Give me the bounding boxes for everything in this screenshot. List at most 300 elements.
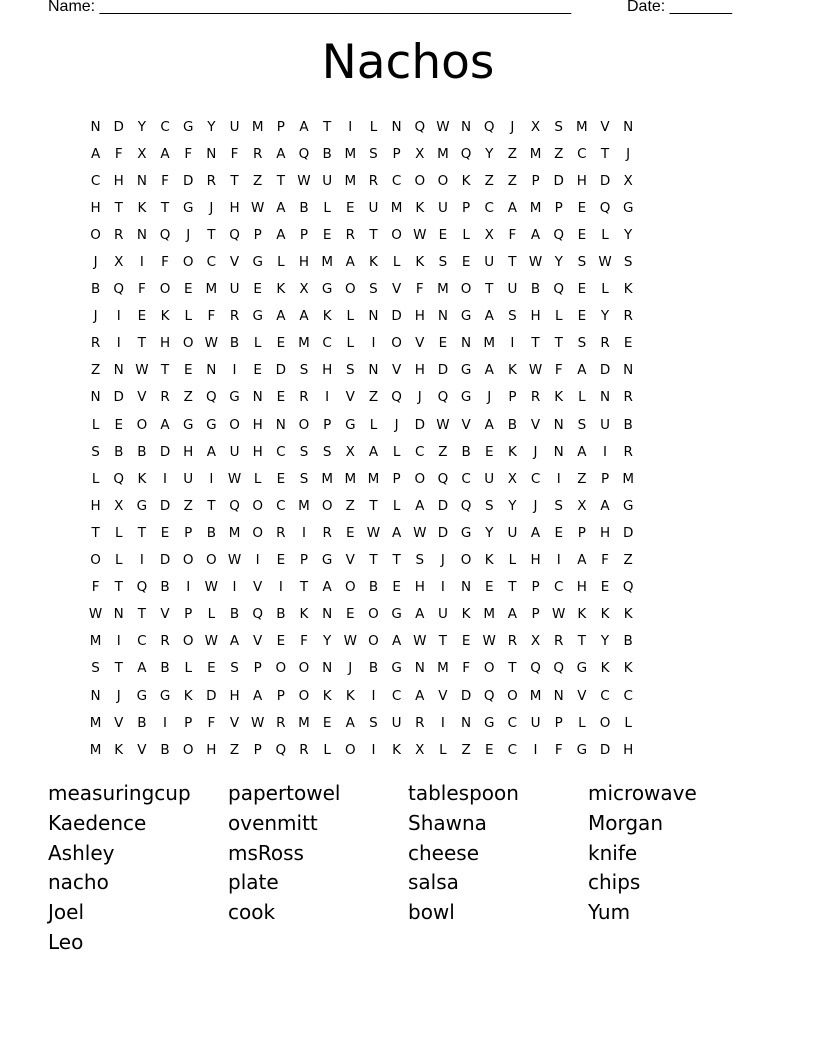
grid-letter: W	[436, 416, 450, 433]
grid-letter: O	[182, 633, 194, 650]
grid-letter: C	[90, 172, 101, 189]
grid-letter: R	[90, 335, 101, 352]
grid-letter: G	[391, 606, 402, 623]
grid-letter: N	[623, 362, 634, 379]
grid-letter: A	[322, 579, 332, 596]
grid-letter: Y	[485, 524, 494, 541]
word-bank-item: Leo	[48, 929, 84, 954]
word-bank	[48, 779, 768, 958]
grid-letter: P	[600, 470, 610, 487]
grid-letter: S	[577, 416, 587, 433]
grid-letter: K	[415, 199, 425, 216]
grid-letter: U	[183, 470, 194, 487]
grid-letter: N	[414, 660, 425, 677]
grid-letter: Z	[438, 443, 448, 460]
grid-letter: W	[436, 118, 450, 135]
grid-letter: M	[344, 470, 357, 487]
grid-letter: K	[137, 470, 147, 487]
grid-letter: V	[391, 362, 402, 379]
grid-letter: S	[554, 497, 563, 514]
grid-letter: C	[507, 714, 518, 731]
grid-letter: T	[160, 199, 170, 216]
grid-letter: H	[322, 362, 333, 379]
word-bank-item: tablespoon	[408, 781, 519, 805]
grid-letter: T	[137, 606, 147, 623]
grid-letter: K	[322, 308, 332, 325]
grid-letter: T	[137, 335, 147, 352]
grid-letter: C	[415, 443, 425, 460]
grid-letter: C	[577, 145, 587, 162]
grid-letter: Z	[229, 741, 240, 758]
grid-letter: Z	[345, 497, 355, 514]
grid-letter: A	[137, 660, 147, 677]
grid-row	[84, 384, 640, 411]
grid-letter: X	[345, 443, 355, 460]
grid-letter: O	[206, 552, 217, 569]
grid-letter: L	[277, 254, 285, 271]
grid-letter: Q	[113, 470, 125, 487]
grid-letter: L	[462, 226, 470, 243]
grid-letter: P	[276, 118, 285, 135]
grid-letter: H	[599, 524, 611, 541]
grid-letter: K	[461, 172, 471, 189]
grid-letter: I	[603, 443, 607, 460]
grid-letter: S	[623, 254, 633, 271]
grid-letter: A	[391, 524, 402, 541]
grid-letter: W	[250, 714, 265, 731]
grid-letter: C	[276, 443, 286, 460]
grid-row	[84, 438, 640, 465]
grid-letter: T	[299, 579, 309, 596]
grid-letter: M	[298, 497, 310, 514]
grid-letter: B	[229, 606, 240, 623]
grid-letter: V	[345, 552, 355, 569]
grid-letter: V	[229, 714, 240, 731]
grid-letter: Z	[183, 497, 193, 514]
grid-letter: D	[275, 362, 287, 379]
grid-letter: G	[136, 497, 148, 514]
grid-letter: G	[229, 389, 240, 406]
grid-letter: S	[369, 281, 378, 298]
grid-letter: M	[205, 281, 218, 298]
grid-letter: M	[529, 145, 542, 162]
grid-letter: Q	[553, 660, 565, 677]
grid-letter: R	[229, 308, 240, 325]
grid-letter: S	[299, 470, 309, 487]
grid-letter: W	[552, 606, 566, 623]
grid-letter: X	[623, 172, 633, 189]
word-bank-item: papertowel	[228, 781, 341, 805]
grid-letter: D	[113, 389, 124, 406]
grid-letter: K	[345, 687, 355, 704]
grid-row	[84, 655, 640, 682]
grid-letter: X	[299, 281, 309, 298]
grid-letter: M	[298, 335, 310, 352]
grid-letter: I	[533, 741, 538, 758]
grid-letter: Q	[113, 281, 125, 298]
grid-letter: G	[321, 281, 333, 298]
grid-letter: P	[276, 687, 285, 704]
grid-letter: U	[229, 443, 240, 460]
grid-letter: O	[90, 226, 101, 243]
grid-letter: R	[322, 524, 332, 541]
grid-letter: Q	[298, 145, 310, 162]
grid-letter: B	[368, 579, 379, 596]
grid-letter: U	[600, 416, 610, 433]
word-bank-item: chips	[588, 870, 641, 895]
grid-letter: D	[159, 443, 171, 460]
grid-letter: Y	[600, 633, 610, 650]
grid-letter: A	[577, 552, 587, 569]
grid-letter: U	[229, 281, 240, 298]
grid-letter: R	[114, 226, 124, 243]
grid-letter: M	[529, 199, 542, 216]
grid-letter: P	[323, 416, 332, 433]
grid-letter: H	[229, 199, 240, 216]
grid-letter: O	[344, 741, 356, 758]
grid-letter: C	[530, 470, 541, 487]
grid-letter: H	[252, 443, 263, 460]
grid-letter: T	[276, 172, 285, 189]
grid-letter: T	[577, 633, 586, 650]
grid-letter: C	[391, 687, 402, 704]
grid-letter: G	[460, 308, 472, 325]
grid-row	[84, 113, 640, 140]
grid-letter: O	[460, 552, 472, 569]
grid-row	[84, 248, 640, 275]
grid-letter: I	[556, 552, 561, 569]
grid-letter: M	[483, 606, 496, 623]
grid-letter: V	[229, 254, 240, 271]
grid-letter: S	[299, 443, 309, 460]
grid-letter: P	[531, 172, 540, 189]
grid-letter: E	[554, 524, 563, 541]
grid-letter: F	[230, 145, 239, 162]
grid-letter: P	[299, 552, 309, 569]
grid-letter: J	[533, 497, 538, 514]
grid-row	[84, 601, 640, 628]
grid-letter: R	[415, 714, 425, 731]
grid-letter: L	[114, 552, 123, 569]
grid-letter: Q	[622, 579, 634, 596]
grid-letter: M	[344, 172, 357, 189]
grid-letter: O	[599, 714, 611, 731]
grid-letter: E	[322, 714, 332, 731]
grid-letter: L	[554, 308, 563, 325]
grid-letter: T	[114, 199, 123, 216]
grid-letter: A	[160, 145, 170, 162]
word-bank-item: microwave	[588, 781, 697, 805]
grid-letter: A	[507, 606, 518, 623]
grid-letter: K	[160, 308, 170, 325]
grid-letter: E	[577, 226, 587, 243]
grid-letter: A	[276, 199, 286, 216]
grid-letter: B	[137, 443, 147, 460]
grid-letter: F	[161, 254, 169, 271]
grid-letter: U	[322, 172, 333, 189]
grid-letter: P	[462, 199, 471, 216]
grid-letter: O	[182, 335, 194, 352]
grid-letter: S	[230, 660, 239, 677]
word-bank-item: Shawna	[408, 810, 487, 835]
grid-row	[84, 194, 640, 221]
grid-letter: Z	[507, 145, 518, 162]
grid-letter: E	[461, 254, 471, 271]
grid-letter: P	[531, 606, 540, 623]
grid-letter: I	[440, 714, 445, 731]
grid-letter: G	[252, 308, 263, 325]
grid-letter: N	[90, 118, 101, 135]
grid-letter: L	[253, 470, 262, 487]
grid-letter: U	[437, 199, 448, 216]
grid-letter: B	[530, 281, 541, 298]
grid-letter: R	[345, 226, 355, 243]
grid-letter: O	[90, 552, 101, 569]
grid-letter: E	[461, 633, 471, 650]
grid-letter: M	[251, 118, 264, 135]
grid-letter: C	[391, 172, 402, 189]
grid-letter: B	[90, 281, 101, 298]
grid-letter: S	[438, 254, 448, 271]
grid-letter: H	[90, 497, 101, 514]
grid-letter: A	[577, 362, 587, 379]
grid-letter: P	[299, 226, 309, 243]
grid-letter: P	[508, 389, 517, 406]
grid-letter: W	[204, 633, 219, 650]
word-bank-item: cook	[228, 900, 276, 925]
grid-letter: N	[623, 118, 634, 135]
grid-letter: Q	[460, 497, 472, 514]
grid-letter: L	[346, 335, 355, 352]
grid-letter: F	[508, 226, 517, 243]
grid-letter: E	[137, 308, 147, 325]
grid-letter: B	[114, 443, 124, 460]
grid-letter: E	[623, 335, 633, 352]
grid-letter: R	[554, 633, 564, 650]
grid-letter: R	[252, 145, 263, 162]
grid-letter: T	[207, 497, 216, 514]
grid-letter: F	[554, 362, 563, 379]
grid-letter: T	[207, 226, 216, 243]
grid-letter: X	[507, 470, 518, 487]
grid-letter: V	[461, 416, 471, 433]
grid-letter: O	[182, 741, 194, 758]
grid-letter: P	[577, 524, 586, 541]
grid-letter: A	[345, 254, 355, 271]
grid-letter: O	[391, 335, 402, 352]
grid-letter: U	[391, 714, 402, 731]
grid-letter: O	[298, 416, 310, 433]
grid-letter: G	[622, 497, 634, 514]
grid-letter: R	[623, 308, 633, 325]
grid-letter: A	[577, 443, 587, 460]
grid-letter: T	[114, 660, 123, 677]
grid-letter: I	[278, 579, 283, 596]
grid-letter: E	[577, 281, 587, 298]
grid-letter: W	[250, 199, 265, 216]
grid-letter: O	[414, 470, 426, 487]
grid-letter: Z	[253, 172, 263, 189]
grid-row	[84, 303, 640, 330]
grid-letter: Z	[461, 741, 471, 758]
grid-letter: A	[530, 524, 541, 541]
grid-letter: L	[508, 552, 517, 569]
grid-letter: E	[438, 335, 448, 352]
grid-letter: Z	[183, 389, 193, 406]
grid-letter: S	[299, 362, 309, 379]
grid-letter: L	[601, 226, 609, 243]
word-bank-item: Kaedence	[48, 810, 147, 835]
grid-letter: D	[599, 741, 611, 758]
grid-letter: E	[577, 199, 587, 216]
grid-letter: W	[204, 579, 219, 596]
grid-letter: G	[321, 552, 333, 569]
grid-letter: R	[276, 714, 286, 731]
grid-letter: E	[346, 199, 355, 216]
grid-letter: L	[624, 714, 632, 731]
grid-letter: M	[89, 633, 102, 650]
grid-letter: K	[461, 606, 471, 623]
word-bank-item: bowl	[408, 900, 455, 925]
grid-letter: F	[91, 579, 100, 596]
grid-letter: V	[391, 281, 402, 298]
grid-letter: W	[528, 362, 543, 379]
grid-letter: C	[484, 199, 494, 216]
grid-letter: A	[160, 416, 170, 433]
grid-letter: O	[368, 633, 379, 650]
grid-letter: S	[346, 362, 355, 379]
grid-letter: Y	[554, 254, 563, 271]
grid-letter: J	[93, 308, 98, 325]
grid-letter: O	[344, 281, 356, 298]
grid-letter: X	[577, 497, 587, 514]
grid-letter: R	[206, 172, 217, 189]
grid-letter: L	[114, 524, 123, 541]
grid-letter: N	[136, 226, 147, 243]
grid-letter: I	[371, 687, 376, 704]
grid-letter: J	[348, 660, 353, 677]
grid-letter: O	[136, 416, 148, 433]
grid-letter: I	[371, 335, 376, 352]
grid-letter: A	[253, 687, 263, 704]
grid-letter: C	[461, 470, 471, 487]
grid-letter: E	[160, 524, 170, 541]
grid-letter: S	[91, 443, 100, 460]
grid-letter: Z	[368, 389, 379, 406]
grid-letter: Z	[577, 470, 587, 487]
grid-letter: F	[138, 281, 146, 298]
grid-letter: Z	[623, 552, 633, 569]
grid-letter: B	[507, 416, 518, 433]
grid-letter: K	[600, 606, 610, 623]
grid-letter: I	[186, 579, 191, 596]
grid-letter: K	[276, 281, 286, 298]
grid-letter: V	[577, 687, 587, 704]
grid-letter: N	[206, 145, 217, 162]
grid-letter: I	[510, 335, 515, 352]
grid-letter: M	[89, 714, 102, 731]
grid-letter: J	[93, 254, 98, 271]
grid-letter: Q	[599, 199, 611, 216]
grid-letter: F	[462, 660, 470, 677]
grid-letter: E	[276, 470, 286, 487]
grid-letter: T	[392, 552, 401, 569]
grid-letter: U	[507, 281, 518, 298]
grid-letter: W	[413, 226, 427, 243]
grid-letter: K	[600, 660, 610, 677]
grid-letter: T	[369, 226, 378, 243]
grid-letter: W	[204, 335, 219, 352]
grid-letter: O	[460, 281, 472, 298]
grid-letter: B	[229, 335, 240, 352]
grid-row	[84, 411, 640, 438]
grid-letter: L	[253, 335, 262, 352]
grid-letter: M	[576, 118, 588, 135]
grid-letter: W	[528, 254, 543, 271]
word-bank-item: Ashley	[48, 840, 115, 865]
grid-letter: B	[206, 524, 216, 541]
grid-letter: N	[553, 687, 564, 704]
grid-letter: E	[346, 524, 355, 541]
grid-letter: G	[206, 416, 217, 433]
grid-letter: R	[623, 443, 633, 460]
grid-row	[84, 221, 640, 248]
grid-letter: V	[253, 633, 263, 650]
grid-letter: M	[437, 660, 449, 677]
grid-row	[84, 628, 640, 655]
grid-letter: H	[576, 579, 587, 596]
grid-letter: D	[159, 497, 171, 514]
grid-letter: U	[484, 470, 495, 487]
grid-letter: S	[577, 254, 587, 271]
grid-letter: R	[600, 335, 610, 352]
grid-letter: Q	[483, 687, 495, 704]
grid-letter: D	[159, 552, 171, 569]
grid-letter: H	[623, 741, 634, 758]
grid-letter: R	[276, 524, 286, 541]
grid-letter: T	[508, 254, 517, 271]
grid-letter: L	[346, 308, 355, 325]
grid-letter: B	[623, 633, 633, 650]
grid-letter: N	[461, 118, 472, 135]
grid-letter: M	[529, 687, 542, 704]
grid-letter: S	[554, 118, 563, 135]
grid-letter: D	[414, 416, 425, 433]
page-title: Nachos	[321, 35, 495, 90]
grid-letter: K	[507, 362, 517, 379]
grid-letter: W	[227, 552, 242, 569]
name-field-label: Name: _____________________________________________________	[48, 0, 572, 15]
grid-letter: O	[344, 579, 356, 596]
grid-letter: R	[507, 633, 518, 650]
grid-letter: O	[298, 687, 310, 704]
grid-letter: P	[253, 741, 262, 758]
grid-letter: P	[184, 714, 193, 731]
grid-letter: W	[366, 524, 381, 541]
grid-letter: F	[114, 145, 123, 162]
grid-letter: I	[163, 714, 168, 731]
grid-letter: N	[553, 443, 564, 460]
grid-letter: U	[484, 254, 495, 271]
grid-letter: L	[578, 714, 586, 731]
grid-letter: J	[440, 552, 445, 569]
grid-letter: A	[484, 362, 494, 379]
grid-letter: E	[438, 226, 448, 243]
grid-letter: X	[114, 497, 124, 514]
grid-letter: S	[484, 497, 494, 514]
grid-letter: V	[415, 335, 425, 352]
grid-letter: X	[114, 254, 124, 271]
